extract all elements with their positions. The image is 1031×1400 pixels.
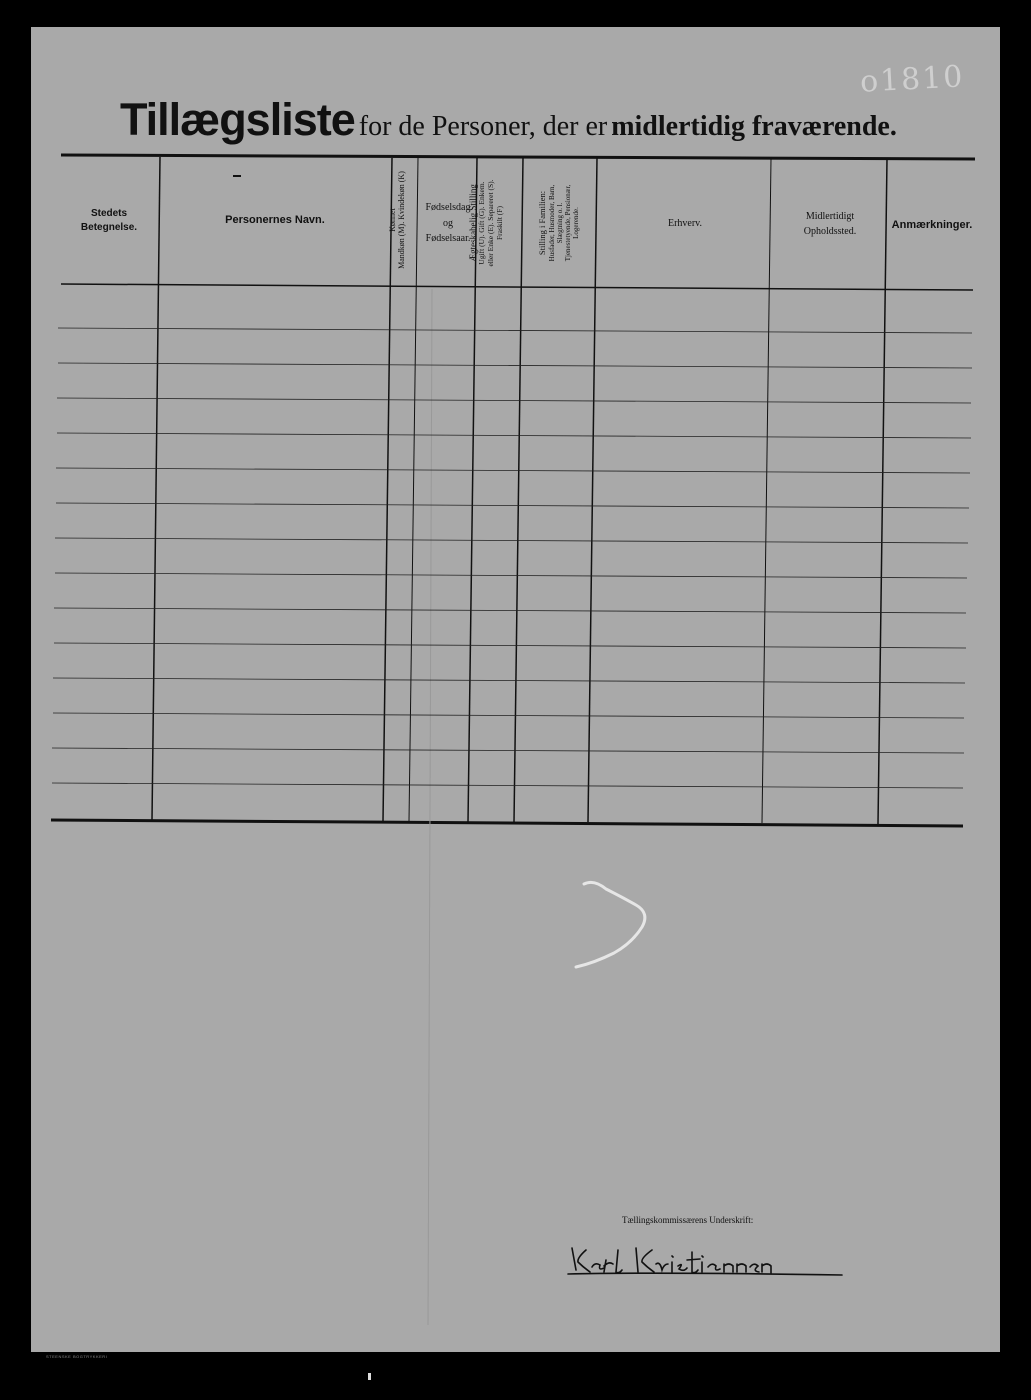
- pencil-mark-icon: [570, 875, 655, 975]
- col-header-stedets-line1: Stedets: [90, 208, 128, 219]
- col-header-aegteskab-line4: Fraskilt (F): [494, 206, 504, 240]
- col-header-ophold: [775, 209, 885, 239]
- col-divider-8: [878, 159, 887, 824]
- col-header-stedets: [74, 207, 144, 235]
- col-header-stedets-line2: Betegnelse.: [80, 222, 138, 233]
- col-header-familie-line4: Tjenestetyende, Pensionær,: [563, 184, 572, 262]
- col-header-fodsel-line1: Fødselsdag: [425, 202, 471, 213]
- col-header-anm: [887, 219, 977, 231]
- col-header-ophold-line1: Midlertidigt: [805, 211, 855, 222]
- table-row-lines: [52, 328, 972, 788]
- col-header-navn: [200, 214, 350, 226]
- col-header-erhverv-label: Erhverv.: [667, 218, 703, 229]
- col-header-familie-line2: Husfader, Husmoder, Barn,: [547, 184, 556, 262]
- col-header-familie-line5: Logerende.: [571, 207, 580, 239]
- table-top-rule: [61, 155, 975, 159]
- edge-speck: [368, 1373, 371, 1380]
- col-header-fodsel-line3: Fødselsaar.: [425, 233, 471, 244]
- title-main: Tillægsliste: [120, 94, 355, 145]
- col-header-aegteskab-line2: Ugift (U). Gift (G). Enkem.: [477, 181, 487, 265]
- col-header-aegteskab-line3: eller Enke (E). Separeret (S).: [485, 179, 495, 267]
- col-header-kjon: [388, 134, 414, 306]
- table-bottom-rule: [51, 820, 963, 826]
- col-header-familie-line3: Slægtning o. l.: [555, 202, 564, 244]
- handwritten-signature-icon: [566, 1244, 846, 1284]
- col-divider-1: [152, 157, 160, 820]
- signature-label: Tællingskommissærens Underskrift:: [622, 1215, 754, 1225]
- ink-dash-mark: [233, 175, 241, 177]
- col-header-aegteskab-line1: Ægteskabelig Stilling: [468, 184, 478, 262]
- col-header-anm-label: Anmærkninger.: [891, 219, 973, 231]
- col-header-navn-label: Personernes Navn.: [225, 214, 325, 226]
- col-header-aegteskab: [468, 164, 512, 282]
- archive-stamp-mark: o1810: [859, 59, 966, 100]
- col-header-familie-line1: Stilling i Familien:: [537, 190, 547, 256]
- fold-crease: [428, 289, 432, 1325]
- col-header-erhverv: [640, 218, 730, 229]
- header-bottom-rule: [61, 284, 973, 290]
- title-emphasis: midlertidig fraværende.: [611, 111, 897, 142]
- col-divider-5: [514, 158, 523, 822]
- col-header-familie: [538, 163, 594, 283]
- col-header-kjon-line2: Mandkøn (M). Kvindekøn (K): [397, 171, 407, 269]
- title-for-text: for de Personer, der er: [358, 111, 608, 142]
- col-header-kjon-line1: Kønnet: [388, 208, 397, 232]
- col-header-fodsel-line2: og: [443, 217, 453, 229]
- col-header-ophold-line2: Opholdssted.: [803, 226, 857, 237]
- printer-imprint: STEENSKE BOGTRYKKERI: [46, 1354, 108, 1359]
- col-divider-7: [762, 159, 771, 823]
